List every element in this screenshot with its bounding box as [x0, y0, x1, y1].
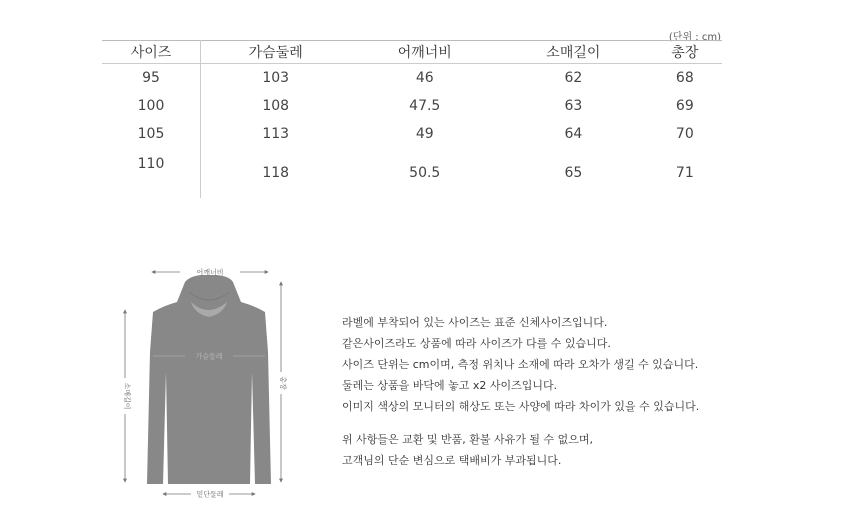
note-line: 둘레는 상품을 바닥에 놓고 x2 사이즈입니다.	[342, 379, 558, 392]
note-line: 사이즈 단위는 cm이며, 측정 위치나 소재에 따라 오차가 생길 수 있습니다.	[342, 358, 699, 371]
cell-sleeve: 63	[564, 98, 583, 114]
table-row	[102, 120, 722, 148]
hoodie-measurement-figure	[105, 262, 305, 502]
shoulder-label: 어깨너비	[196, 268, 224, 277]
size-notes	[342, 312, 802, 471]
note-line: 이미지 색상의 모니터의 해상도 또는 사양에 따라 차이가 있을 수 있습니다.	[342, 400, 700, 413]
cell-size: 105	[102, 120, 201, 148]
unit-label: (단위 : cm)	[668, 32, 721, 43]
cell-length: 71	[675, 165, 694, 181]
size-table	[102, 40, 722, 198]
note-line: 고객님의 단순 변심으로 택배비가 부과됩니다.	[342, 454, 562, 467]
cell-length: 69	[675, 98, 694, 114]
note-line: 위 사항들은 교환 및 반품, 환불 사유가 될 수 없으며,	[342, 433, 593, 446]
length-label: 총장	[279, 376, 287, 390]
header-size: 사이즈	[102, 41, 201, 64]
cell-chest: 103	[262, 70, 290, 86]
header-shoulder: 어깨너비	[350, 41, 499, 64]
cell-shoulder: 49	[415, 126, 434, 142]
cell-sleeve: 64	[564, 126, 583, 142]
cell-size: 100	[102, 92, 201, 120]
sleeve-label: 소매길이	[123, 382, 131, 410]
cell-shoulder: 47.5	[409, 98, 441, 114]
header-chest: 가슴둘레	[201, 41, 351, 64]
table-row	[102, 92, 722, 120]
cell-size: 95	[102, 64, 201, 93]
cell-chest: 108	[262, 98, 290, 114]
cell-length: 70	[675, 126, 694, 142]
cell-chest: 118	[262, 165, 290, 181]
header-length: 총장	[648, 41, 722, 64]
hem-label: 밑단둘레	[196, 490, 224, 499]
chest-label: 가슴둘레	[195, 352, 223, 361]
cell-chest: 113	[262, 126, 290, 142]
cell-size: 110	[102, 148, 201, 198]
cell-shoulder: 50.5	[409, 165, 441, 181]
cell-sleeve: 65	[564, 165, 583, 181]
table-row	[102, 148, 722, 198]
cell-shoulder: 46	[415, 70, 434, 86]
hoodie-icon	[147, 275, 271, 484]
header-sleeve: 소매길이	[499, 41, 648, 64]
note-line: 같은사이즈라도 상품에 따라 사이즈가 다를 수 있습니다.	[342, 337, 611, 350]
cell-length: 68	[675, 70, 694, 86]
cell-sleeve: 62	[564, 70, 583, 86]
table-header-row	[102, 41, 722, 64]
note-line: 라벨에 부착되어 있는 사이즈는 표준 신체사이즈입니다.	[342, 316, 608, 329]
table-row	[102, 64, 722, 93]
